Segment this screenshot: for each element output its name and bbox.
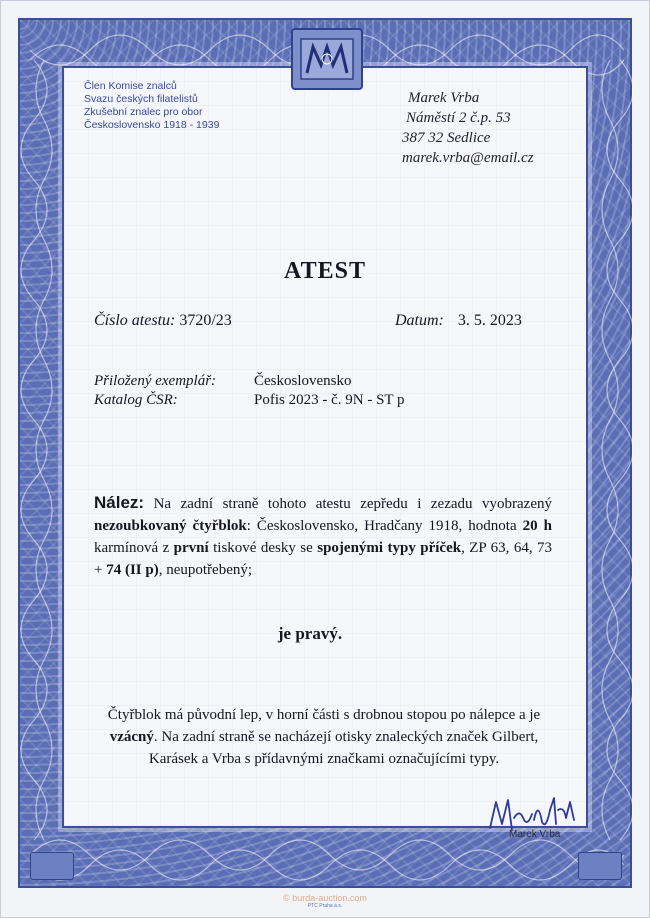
catalog-value: Pofis 2023 - č. 9N - ST p: [254, 392, 405, 408]
watermark: © burda-auction.com: [283, 893, 367, 903]
date-value: 3. 5. 2023: [457, 312, 522, 329]
committee-line: Československo 1918 - 1939: [84, 119, 220, 131]
finding-bold: první: [173, 540, 209, 556]
document-title: ATEST: [284, 258, 366, 284]
finding-paragraph: [94, 492, 552, 581]
verdict: je pravý.: [277, 624, 343, 643]
finding-text: Na zadní straně tohoto atestu zepředu i zezadu vyobrazený: [144, 496, 552, 512]
finding-bold: 20 h: [522, 518, 552, 534]
date-block: [395, 312, 522, 330]
mv-corner-logo-left: [30, 852, 74, 880]
committee-block: [84, 80, 219, 132]
specimen-value: Československo: [254, 373, 352, 389]
certificate-number-row: [94, 312, 554, 330]
specimen-row: [94, 372, 352, 391]
remark-text: Čtyřblok má původní lep, v horní části s drobnou stopou po nálepce a je: [107, 707, 541, 723]
expert-city: 387 32 Sedlice: [402, 130, 491, 146]
finding-text: : Československo, Hradčany 1918, hodnota: [246, 518, 523, 534]
signature-name: Marek Vrba: [509, 829, 561, 840]
finding-bold: spojenými typy příček: [317, 540, 462, 556]
finding-lead: Nález:: [94, 493, 145, 512]
certificate-number: 3720/23: [179, 312, 232, 329]
specimen-block: [94, 372, 405, 410]
finding-bold: nezoubkovaný čtyřblok: [94, 518, 247, 534]
remark-paragraph: [94, 704, 554, 770]
committee-line: Svazu českých filatelistů: [84, 93, 198, 105]
finding-bold: 74 (II p): [106, 562, 159, 578]
expert-name: Marek Vrba: [408, 90, 480, 106]
expert-street: Náměstí 2 č.p. 53: [406, 110, 511, 126]
mv-seal-logo: [291, 28, 363, 90]
remark-text: . Na zadní straně se nacházejí otisky znaleckých značek Gilbert, Karásek a Vrba s přídavnými značkami označujícími typy.: [148, 729, 539, 767]
catalog-row: [94, 391, 405, 410]
committee-line: Člen Komise znalců: [84, 80, 177, 92]
mv-monogram-icon: [299, 37, 355, 81]
finding-text: karmínová z: [94, 540, 174, 556]
certificate-number-label: Číslo atestu:: [94, 312, 176, 329]
remark-bold: vzácný: [109, 729, 154, 745]
finding-text: tiskové desky se: [208, 540, 318, 556]
committee-line: Zkušební znalec pro obor: [84, 106, 203, 118]
finding-text: , ZP 63, 64, 73 +: [94, 540, 553, 578]
expert-email: marek.vrba@email.cz: [402, 150, 534, 166]
catalog-label: Katalog ČSR:: [94, 392, 178, 408]
finding-text: , neupotřebený;: [158, 562, 253, 578]
printer-imprint: PTC Praha a.s.: [307, 903, 343, 909]
date-label: Datum:: [395, 312, 444, 329]
expert-address: [402, 88, 534, 168]
mv-corner-logo-right: [578, 852, 622, 880]
specimen-label: Přiložený exemplář:: [94, 373, 217, 389]
